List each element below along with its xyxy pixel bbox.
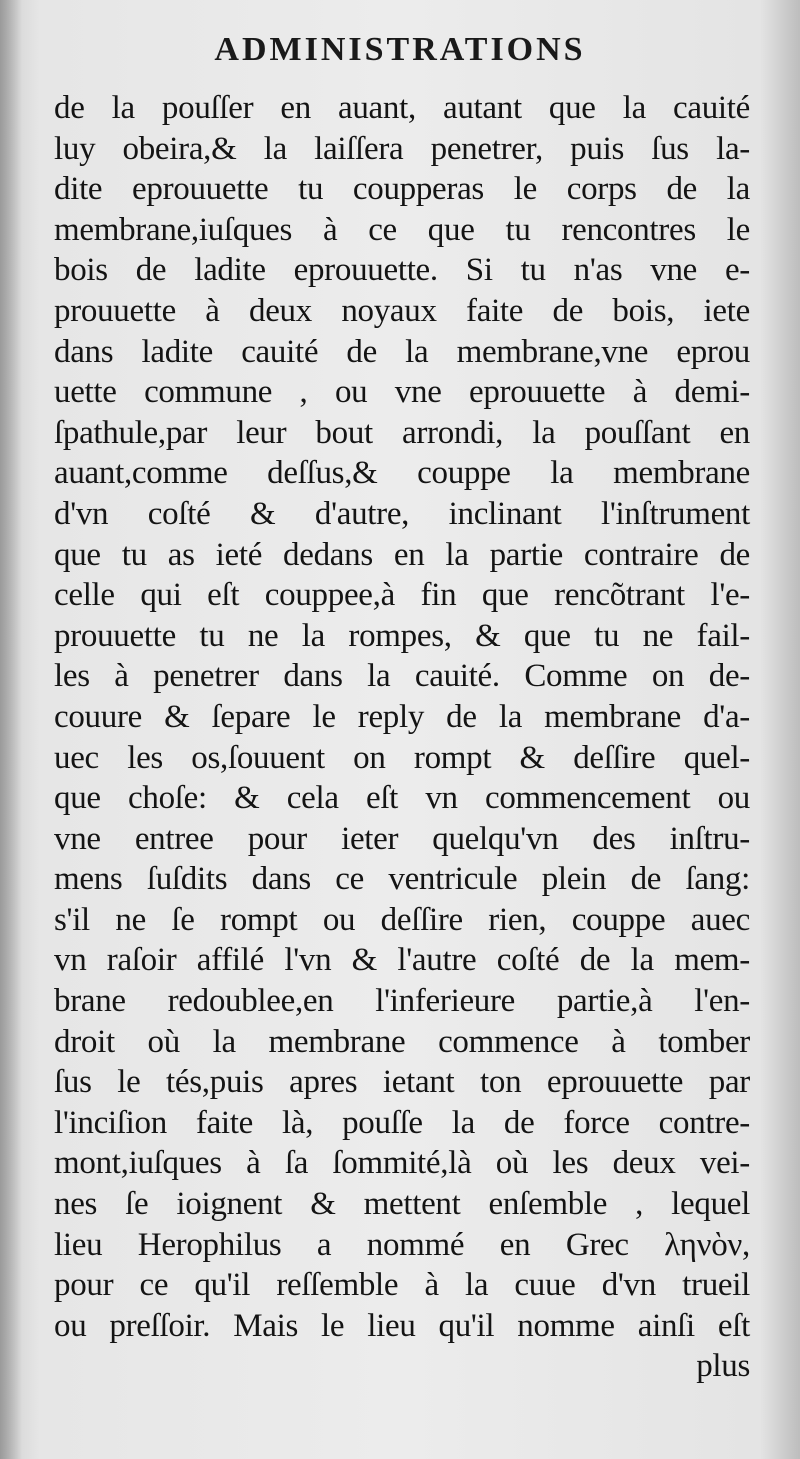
catchword: plus bbox=[696, 1348, 750, 1385]
text-line: dans ladite cauité de la membrane,vne eprou bbox=[54, 333, 750, 370]
text-line: mont,iuſques à ſa ſommité,là où les deux vei- bbox=[54, 1145, 750, 1182]
text-line: ſpathule,par leur bout arrondi, la pouſſant en bbox=[54, 414, 750, 451]
text-line: d'vn coſté & d'autre, inclinant l'inſtrument bbox=[54, 495, 750, 532]
text-line: luy obeira,& la laiſſera penetrer, puis ſus la- bbox=[54, 130, 750, 167]
text-line: ſus le tés,puis apres ietant ton eprouuette par bbox=[54, 1064, 750, 1101]
text-line: vne entree pour ieter quelqu'vn des inſtru- bbox=[54, 820, 750, 857]
text-line: les à penetrer dans la cauité. Comme on de- bbox=[54, 658, 750, 695]
text-line: mens ſuſdits dans ce ventricule plein de ſang: bbox=[54, 861, 750, 898]
text-line: ou preſſoir. Mais le lieu qu'il nomme ainſi eſt bbox=[54, 1307, 750, 1344]
text-line: droit où la membrane commence à tomber bbox=[54, 1023, 750, 1060]
text-line: que choſe: & cela eſt vn commencement ou bbox=[54, 780, 750, 817]
body-text bbox=[54, 88, 750, 1387]
text-line: uette commune , ou vne eprouuette à demi- bbox=[54, 374, 750, 411]
text-line: s'il ne ſe rompt ou deſſire rien, couppe auec bbox=[54, 901, 750, 938]
running-title: ADMINISTRATIONS bbox=[214, 31, 586, 68]
text-line: auant,comme deſſus,& couppe la membrane bbox=[54, 455, 750, 492]
text-line: membrane,iuſques à ce que tu rencontres le bbox=[54, 211, 750, 248]
text-line: dite eprouuette tu coupperas le corps de la bbox=[54, 171, 750, 208]
text-line: uec les os,ſouuent on rompt & deſſire quel- bbox=[54, 739, 750, 776]
text-line: que tu as ieté dedans en la partie contraire de bbox=[54, 536, 750, 573]
text-line: lieu Herophilus a nommé en Grec ληνὸν, bbox=[54, 1226, 750, 1263]
text-line: brane redoublee,en l'inferieure partie,à l'en- bbox=[54, 983, 750, 1020]
text-line: celle qui eſt couppee,à fin que rencõtrant l'e- bbox=[54, 577, 750, 614]
text-line: vn raſoir affilé l'vn & l'autre coſté de la mem- bbox=[54, 942, 750, 979]
text-line: bois de ladite eprouuette. Si tu n'as vne e- bbox=[54, 252, 750, 289]
text-line: prouuette à deux noyaux faite de bois, iete bbox=[54, 292, 750, 329]
text-line: de la pouſſer en auant, autant que la cauité bbox=[54, 90, 750, 126]
text-line: prouuette tu ne la rompes, & que tu ne fail- bbox=[54, 617, 750, 654]
text-line: l'inciſion faite là, pouſſe la de force contre- bbox=[54, 1104, 750, 1141]
text-line: pour ce qu'il reſſemble à la cuue d'vn trueil bbox=[54, 1267, 750, 1304]
text-line: couure & ſepare le reply de la membrane d'a- bbox=[54, 698, 750, 735]
text-line: nes ſe ioignent & mettent enſemble , lequel bbox=[54, 1186, 750, 1223]
